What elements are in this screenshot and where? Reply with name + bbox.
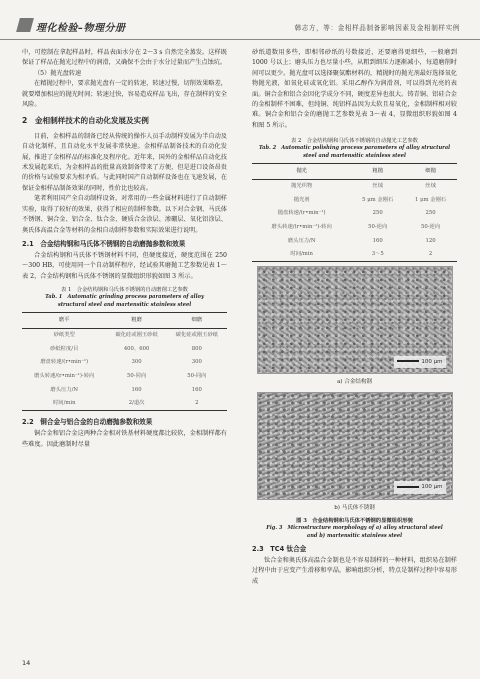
table-header: 磨平 [22, 313, 106, 328]
figure-caption-en: and b) martensitic stainless steel [306, 532, 403, 539]
table-cell: 400、600 [123, 345, 150, 352]
table-cell: 800 [191, 345, 202, 352]
table-cell: 2/道次 [106, 397, 166, 411]
table-cell: 时间/min [22, 397, 106, 411]
table-cell: 砂纸粒度/目 [50, 345, 79, 352]
table-cell: 磨头转速/(r•min⁻¹)-转向 [271, 224, 332, 231]
table-row [252, 220, 457, 234]
table-cell: 50-同向 [127, 372, 147, 379]
paragraph: 钛合金和奥氏体高温合金制也是不容易制样的一种材料，组织易在制样过程中由于应变产生滑移和孪晶，影响组织分析，特点是制样过程中容易形成 [252, 557, 457, 585]
table-caption-cn: 表 2 合金结构钢和马氏体不锈钢的自动抛光工艺参数 [291, 138, 418, 145]
paragraph: 在精抛过程中，要求抛光盘有一定的转速，转速过慢，切削效果略差，就要增加相应的抛光时间；转速过快，容易造成样品飞出，存在制样的安全风险。 [22, 80, 227, 109]
table-cell: 120 [425, 237, 436, 244]
paragraph: 合金结构钢和马氏体不锈钢材料不同，但硬度接近，硬度范围在 250～300 HB，可使用同一个自动制样程序，经试验其磨抛工艺参数见表 1～表 2，合金结构钢和马氏体不锈钢的显微组织形貌如图 3 所示。 [22, 251, 227, 280]
table-header: 粗抛 [351, 164, 404, 179]
table-caption-cn: 表 1 合金结构钢和马氏体不锈钢的自动磨削工艺参数 [61, 287, 188, 294]
table-row [22, 369, 227, 383]
section-heading: 2 金相制样技术的自动化发展及实例 [22, 116, 149, 126]
table-cell: 50-同向 [187, 372, 207, 379]
left-column [22, 48, 227, 450]
table-cell: 160 [372, 237, 383, 244]
table-cell: 250 [372, 210, 383, 217]
scale-label: 100 μm [421, 358, 443, 365]
subsection-heading: 2.2 铜合金与铝合金的自动磨抛参数和效果 [22, 418, 153, 427]
running-head: 韩志方，等：金相样品制备影响因素及金相制样实例 [294, 24, 460, 32]
table-caption [22, 286, 227, 309]
table-cell: 300 [131, 359, 142, 366]
page-number: 14 [22, 659, 31, 667]
table-caption-en: Tab. 2 Automatic polishing process parameters of alloy structural [258, 145, 451, 152]
paragraph: 目前，金相样品的制备已经从传统的操作人员手动制样发展为半自动及自动化制样，且自动化水平发展非常快速。金相样品制备技术的自动化发展，推进了金相样品的标准化及程序化。近年来，国外的金相样品自动化技术发展起来后，为金相样品的批量高效制备带来了方便，但是进口设备昂贵的价格与试验要求为相矛盾。与此同时国产自动制样设备也在飞速发展，在保证金相样品制备效果的同时，性价比也较高。 [22, 132, 227, 192]
figure-subcaption: a) 合金结构钢 [337, 379, 372, 386]
table-row [22, 397, 227, 411]
table-row [22, 356, 227, 370]
figure-caption [252, 517, 457, 540]
paragraph: 砂纸道数用多些，即相邻砂纸的号数接近，还要磨得更细些，一般磨到 1000 号以上；磨头压力也尽量小些，从粗到细压力逐渐减小，每道磨削时间可以更少。抛光盘可以选择聚氨酯材料的，精抛时的抛光剂最好选择氧化物抛光液，如氧化硅或氧化铝。采用乙醇作为润滑剂，可以得到光亮的表面。铜合金和铝合金因化学成分不同，硬度差异也很大。铸青铜、铝硅合金的金相制样不困难，但纯铜、纯铝样品因为太软且易氧化，金相制样相对较难。铜合金和铝合金的磨抛工艺参数见表 3～表 4，显微组织形貌如图 4 和图 5 所示。 [252, 49, 457, 129]
table-cell: 碳化硅或刚玉砂纸 [115, 332, 158, 339]
table-cell: 碳化硅或刚玉砂纸 [175, 332, 219, 339]
table-row [252, 234, 457, 248]
table-cell: 50-逆向 [421, 224, 441, 231]
micrograph-martensitic-steel [257, 392, 453, 500]
scale-bar [394, 356, 445, 368]
table-row [252, 248, 457, 262]
right-column [252, 48, 457, 587]
table-row [22, 383, 227, 397]
table-cell: 250 [425, 210, 436, 217]
table-cell: 5 μm 金刚石 [362, 196, 394, 203]
table-cell: 160 [191, 386, 202, 393]
table-cell: 50-逆向 [368, 224, 388, 231]
table-caption [252, 137, 457, 160]
table-cell: 抛光织物 [291, 183, 313, 190]
table-row [252, 207, 457, 221]
table-header: 抛光 [252, 164, 351, 179]
table-caption-en: Tab. 1 Automatic grinding process parameters of alloy [45, 294, 204, 301]
paragraph: 铜合金和铝合金这两种合金相对铁基材料硬度都比较软，金相制样都有些难度。因此磨制时尽量 [22, 430, 227, 448]
table-row [22, 328, 227, 342]
scale-bar [394, 481, 445, 493]
table-cell: 160 [131, 386, 142, 393]
table-cell: 磨盘转速/(r•min⁻¹) [40, 359, 89, 366]
table-cell: 抛盘转速/(r•min⁻¹) [277, 210, 326, 217]
micrograph-alloy-steel [257, 266, 453, 374]
journal-logo-text: 理化检验–物理分册 [36, 23, 126, 34]
table-cell: 3～5 [351, 248, 404, 262]
table-header: 细抛 [404, 164, 457, 179]
table-cell: 2 [404, 248, 457, 262]
subsection-heading: 2.1 合金结构钢和马氏体不锈钢的自动磨抛参数和效果 [22, 239, 186, 248]
figure-caption-cn: 图 3 合金结构钢和马氏体不锈钢的显微组织形貌 [296, 518, 413, 525]
table-cell: 丝绒 [425, 183, 436, 190]
table-row [22, 342, 227, 356]
paragraph: 中，可控制在拿起样品时，样品表面水分在 2～3 s 自然完全蒸发。这样既保证了样品在抛光过程中的润滑，又确保不会由于水分过量而产生点蚀坑。 [22, 49, 227, 67]
scale-label: 100 μm [421, 484, 443, 491]
figure-caption-en: Fig. 3 Microstructure morphology of a) alloy structural steel [266, 525, 443, 532]
table-cell: 1 μm 金刚石 [415, 196, 447, 203]
table-cell: 磨头压力/N [50, 386, 79, 393]
table-cell: 丝绒 [372, 183, 384, 190]
table-cell: 2 [167, 397, 227, 411]
table-header: 细磨 [167, 313, 227, 328]
table-cell: 抛光剂 [293, 196, 310, 203]
subsection-heading: 2.3 TC4 钛合金 [252, 545, 307, 554]
polishing-table [252, 163, 457, 262]
table-row [252, 193, 457, 207]
figure-subcaption: b) 马氏体不锈钢 [334, 504, 375, 511]
table-caption-en: structural steel and martensitic stainless steel [57, 301, 192, 308]
grinding-table [22, 312, 227, 411]
table-header: 粗磨 [106, 313, 166, 328]
table-cell: 磨头压力/N [287, 237, 316, 244]
table-cell: 时间/min [252, 248, 351, 262]
table-row [252, 179, 457, 193]
table-cell: 砂纸类型 [53, 332, 75, 339]
paragraph: 笔者利用国产全自动制样设备，对常用的一些金属材料进行了自动制样实验，取得了较好的效果，获得了相应的制样参数。以下对合金钢、马氏体不锈钢、铜合金、铝合金、钛合金、硬质合金涂层、渗硼层、氧化铝涂层、奥氏体高温合金等材料的金相自动制样参数和实际效果进行说明。 [22, 195, 227, 234]
table-cell: 磨头转速/(r•min⁻¹)-转向 [34, 372, 95, 379]
table-caption-en: steel and martensitic stainless steel [303, 152, 406, 159]
list-item: （5）抛光盘转速 [34, 69, 82, 77]
journal-logo-icon [16, 18, 34, 32]
table-cell: 300 [191, 359, 202, 366]
page-header [0, 0, 480, 40]
